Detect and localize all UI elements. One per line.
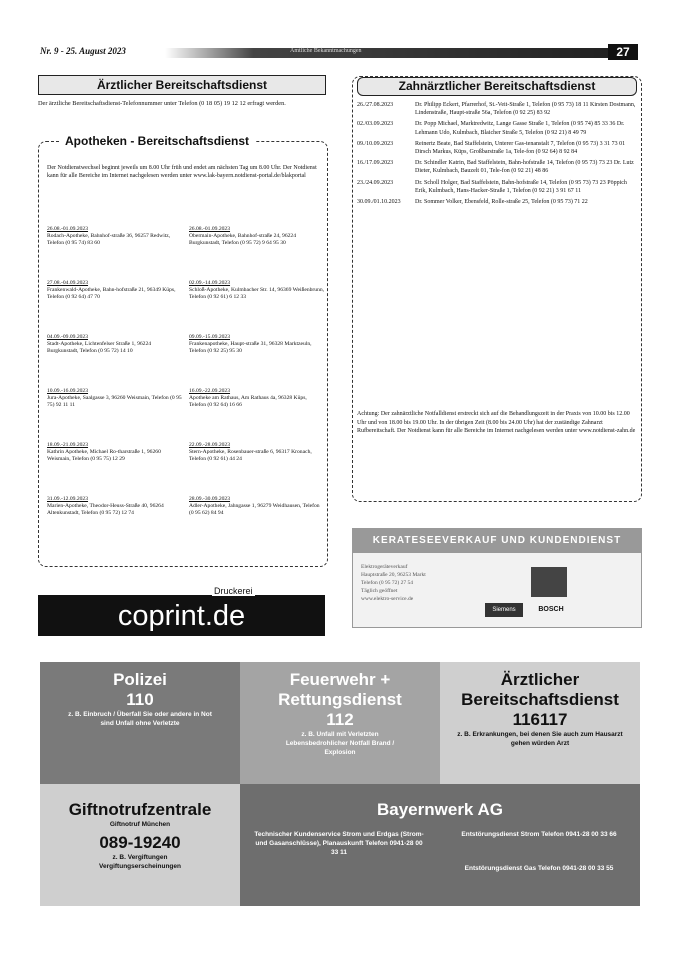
arzt-number: 116117 xyxy=(512,710,568,729)
ad-line: www.elektro-service.de xyxy=(361,596,414,602)
apotheke-entry xyxy=(189,226,325,248)
page-number: 27 xyxy=(608,44,638,60)
apotheke-text: Stern-Apotheke, Rosenbauer-straße 6, 96317 Kronach, Telefon (0 92 61) 44 24 xyxy=(189,449,312,463)
zahn-date: 02./03.09.2023 xyxy=(357,121,394,128)
feuerwehr-title: Feuerwehr + Rettungsdienst xyxy=(278,670,402,709)
arzt-title: Ärztlicher Bereitschaftsdienst xyxy=(461,670,619,709)
aerztlich-text: Der ärztliche Bereitschaftsdienst-Telefonnummer unter Telefon (0 18 05) 19 12 12 erfragt werden. xyxy=(38,100,286,107)
apotheke-entry xyxy=(47,226,183,248)
zahn-text: Reinertz Beate, Bad Staffelstein, Unterer Gas-tenanstalt 7, Telefon (0 95 73) 3 31 73 01 Dirsch Markus, Küps, Großbarstraße 1a, Tele-fon (0 92 64) 8 92 84 xyxy=(415,140,626,156)
apotheke-date: 18.09.-21.09.2023 xyxy=(47,442,89,448)
apotheke-date: 28.09.-30.09.2023 xyxy=(189,496,231,502)
ad-line: Täglich geöffnet xyxy=(361,588,398,594)
gift-sub: Giftnotruf München xyxy=(109,821,171,828)
zahn-entry xyxy=(357,159,637,175)
apotheke-entry xyxy=(189,496,325,518)
apotheke-date: 31.09.-12.09.2023 xyxy=(47,496,89,502)
apotheke-text: Schloß-Apotheke, Kulmbacher Str. 14, 96369 Weißenbrunn, Telefon (0 92 61) 6 12 33 xyxy=(189,287,325,301)
apotheken-intro: Der Notdienstwechsel beginnt jeweils um 8.00 Uhr früh und endet am nächsten Tag um 8.00 Uhr. Der Notdienst kann für alle Bereiche im Internet nachgelesen werden unter www.lak-bayern.notdienst-portal.de/blakportal xyxy=(47,165,317,179)
apotheke-date: 26.08.-01.09.2023 xyxy=(47,226,89,232)
feuerwehr-number: 112 xyxy=(326,710,354,729)
zahn-date: 09./10.09.2023 xyxy=(357,140,394,147)
apotheke-text: Rodach-Apotheke, Bahnhof-straße 36, 96257 Redwitz, Telefon (0 95 74) 83 60 xyxy=(47,233,171,247)
apotheke-date: 04.09.-09.09.2023 xyxy=(47,334,89,340)
ad-line: Telefon (0 95 72) 27 54 xyxy=(361,580,414,586)
zahn-note: Achtung: Der zahnärztliche Notfalldienst erstreckt sich auf die Behandlungszeit in der Praxis von 10.00 bis 12.00 Uhr und von 18.00 bis 19.00 Uhr. In der übrigen Zeit (8.00 bis 24.00 Uhr) hat der zuständige Zahnarzt Rufbereitschaft. Der Notdienst kann für alle Bereiche im Internet nachgelesen werden unter www.notdienst-zahn.de xyxy=(357,411,636,435)
apotheke-date: 27.08.-04.09.2023 xyxy=(47,280,89,286)
apotheke-date: 02.09.-14.09.2023 xyxy=(189,280,231,286)
apotheke-date: 26.08.-01.09.2023 xyxy=(189,226,231,232)
zahn-entry xyxy=(357,120,637,136)
zahn-date: 26./27.08.2023 xyxy=(357,102,394,108)
polizei-title: Polizei xyxy=(113,670,167,689)
publication-name: Amtliche Bekanntmachungen xyxy=(290,48,362,54)
aerztlich-title: Ärztlicher Bereitschaftsdienst xyxy=(38,75,326,95)
zahn-text: Dr. Scholl Holger, Bad Staffelstein, Bahn-hofstraße 14, Telefon (0 95 73) 73 23 Pöppich Erik, Kulmbach, Hans-Hacker-Straße 1, Telefon (0 92 21) 3 91 67 11 xyxy=(415,179,627,194)
apotheke-entry xyxy=(47,442,183,464)
ad-line: Elektrogeräteverkauf xyxy=(361,564,408,570)
apotheke-entry xyxy=(189,442,325,464)
apotheke-entry xyxy=(47,280,183,302)
bayernwerk-box xyxy=(240,784,640,906)
elektro-ad xyxy=(352,528,642,628)
issue-date: Nr. 9 - 25. August 2023 xyxy=(40,46,126,56)
feuerwehr-box xyxy=(240,662,440,784)
apotheke-text: Frankenapotheke, Haupt-straße 31, 96328 Marktzeuln, Telefon (0 92 25) 95 30 xyxy=(189,341,312,355)
bayernwerk-title: Bayernwerk AG xyxy=(377,800,503,819)
bayernwerk-left: Technischer Kundenservice Strom und Erdgas (Strom- und Gasanschlüsse), Planauskunft Telefon 0941-28 00 33 11 xyxy=(254,831,424,856)
zahn-date: 30.09./01.10.2023 xyxy=(357,199,401,206)
apotheke-text: Stadt-Apotheke, Lichtenfelser Straße 1, 96224 Burgkunstadt, Telefon (0 95 72) 14 10 xyxy=(47,341,152,355)
ad-line: Hauptstraße 20, 96253 Markt xyxy=(361,572,426,578)
apotheke-entry xyxy=(47,496,183,518)
apotheke-date: 16.09.-22.09.2023 xyxy=(189,388,231,394)
zahn-box xyxy=(352,76,642,502)
polizei-box xyxy=(40,662,240,784)
apotheken-box xyxy=(38,134,328,567)
gift-box xyxy=(40,784,240,906)
zahn-title: Zahnärztlicher Bereitschaftsdienst xyxy=(357,77,637,96)
apotheke-entry xyxy=(189,334,325,356)
arzt-box xyxy=(440,662,640,784)
zahn-text: Dr. Philipp Eckert, Pfarrerhof, St.-Veit-Straße 1, Telefon (0 95 73) 18 11 Kirsten Dostmann, Lindenstraße, Haupt-straße 56a, Telefon (0 92 25) 83 92 xyxy=(415,102,636,117)
apotheke-date: 09.09.-15.09.2023 xyxy=(189,334,231,340)
brand-bosch: BOSCH xyxy=(538,606,564,613)
gift-title: Giftnotrufzentrale xyxy=(68,800,212,819)
apotheke-entry xyxy=(47,334,183,356)
zahn-entry xyxy=(357,101,637,117)
ad-lines xyxy=(361,563,426,603)
arzt-text: z. B. Erkrankungen, bei denen Sie auch zum Hausarzt gehen würden Arzt xyxy=(457,731,623,747)
apotheke-text: Jura-Apotheke, Saalgasse 3, 96260 Weismain, Telefon (0 95 75) 92 11 11 xyxy=(47,395,182,409)
coprint-logo: coprint.de xyxy=(38,595,325,636)
apotheke-text: Frankenwald-Apotheke, Bahn-hofstraße 21, 96349 Küps, Telefon (0 92 64) 47 70 xyxy=(47,287,176,301)
bayernwerk-right1: Entstörungsdienst Strom Telefon 0941-28 00 33 66 xyxy=(461,831,617,838)
apotheke-text: Obermain-Apotheke, Bahnhof-straße 24, 96224 Burgkunstadt, Telefon (0 95 72) 9 64 95 30 xyxy=(189,233,297,247)
zahn-text: Dr. Sommer Volker, Ebensfeld, Rolle-straße 25, Telefon (0 95 73) 71 22 xyxy=(415,199,588,206)
polizei-number: 110 xyxy=(126,690,154,709)
apotheke-entry xyxy=(189,388,325,410)
apotheke-date: 22.09.-28.09.2023 xyxy=(189,442,231,448)
ad-title: KERATESEEVERKAUF UND KUNDENDIENST xyxy=(353,529,641,553)
apotheken-title: Apotheken - Bereitschaftsdienst xyxy=(59,134,255,148)
zahn-date: 23./24.09.2023 xyxy=(357,179,394,186)
apotheke-text: Apotheke am Rathaus, Am Rathaus 4a, 96328 Küps, Telefon (0 92 64) 16 66 xyxy=(189,395,307,409)
apotheke-entry xyxy=(47,388,183,410)
gift-number: 089-19240 xyxy=(99,833,181,852)
polizei-text: z. B. Einbruch / Überfall Sie oder andere in Not sind Unfall ohne Verletzte xyxy=(68,711,212,727)
apotheke-text: Kathrin Apotheke, Michael Ro-tharstraße 1, 96260 Weismain, Telefon (0 95 75) 12 29 xyxy=(47,449,161,463)
header-bar xyxy=(165,48,608,58)
zahn-text: Dr. Schindler Katrin, Bad Staffelstein, Bahn-hofstraße 14, Telefon (0 95 73) 73 23 Dr. Lutz Dieter, Kulmbach, Bauzelt 01, Tele-fon (0 92 21) 48 86 xyxy=(415,160,634,175)
zahn-date: 16./17.09.2023 xyxy=(357,160,394,167)
zahn-list xyxy=(357,101,637,209)
brand-siemens: Siemens xyxy=(485,603,523,617)
bayernwerk-right2: Entstörungsdienst Gas Telefon 0941-28 00 33 55 xyxy=(464,865,614,872)
zahn-entry xyxy=(357,198,637,206)
ad-logo-icon xyxy=(531,567,567,597)
zahn-entry xyxy=(357,179,637,195)
zahn-text: Dr. Popp Michael, Marktredwitz, Lange Gasse Straße 1, Telefon (0 95 74) 85 33 36 Dr. Lehmann Udo, Kulmbach, Blaicher Straße 5, Telefon (0 92 21) 8 49 79 xyxy=(415,121,625,136)
apotheke-date: 10.09.-16.09.2023 xyxy=(47,388,89,394)
apotheke-text: Adler-Apotheke, Jahngasse 1, 96279 Weidhausen, Telefon (0 95 62) 84 94 xyxy=(189,503,320,517)
zahn-entry xyxy=(357,140,637,156)
apotheke-entry xyxy=(189,280,325,302)
druckerei-label: Druckerei xyxy=(214,586,253,596)
gift-text: z. B. Vergiftungen Vergiftungserscheinungen xyxy=(99,854,181,870)
apotheke-text: Marien-Apotheke, Theodor-Heuss-Straße 40, 96264 Altenkunstadt, Telefon (0 95 72) 12 74 xyxy=(47,503,164,517)
feuerwehr-text: z. B. Unfall mit Verletzten Lebensbedrohlicher Notfall Brand / Explosion xyxy=(285,731,395,756)
